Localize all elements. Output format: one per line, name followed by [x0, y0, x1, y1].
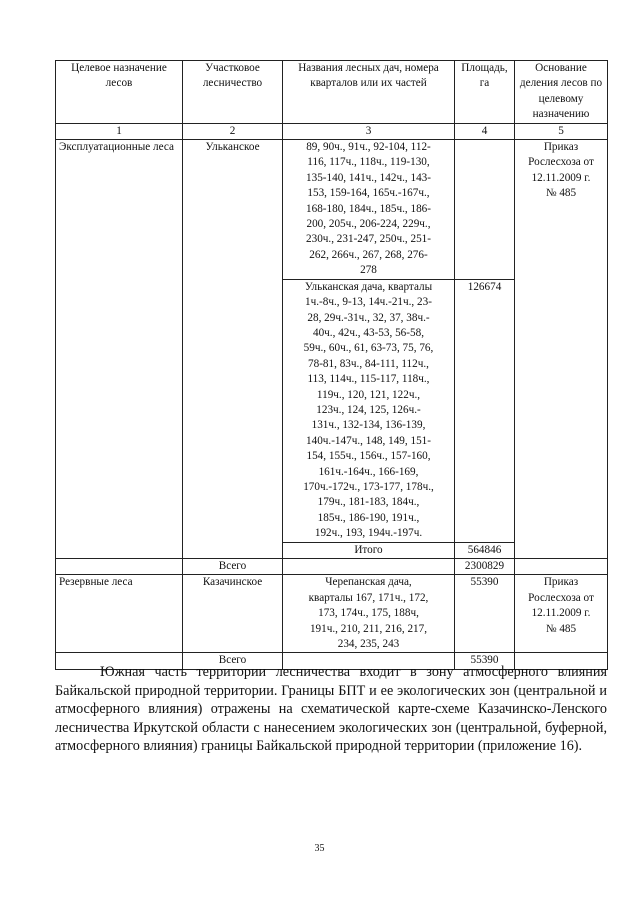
- exploit-total-empty: [56, 559, 183, 575]
- exploit-area-cell-empty: [455, 140, 515, 280]
- exploit-itogo-value: 564846: [455, 542, 515, 558]
- header-purpose: Целевое назначение лесов: [56, 61, 183, 124]
- forest-purpose-table: [55, 60, 608, 670]
- exploit-basis-cell: Приказ Рослесхоза от 12.11.2009 г. № 485: [515, 140, 608, 559]
- column-number: 5: [515, 123, 608, 139]
- column-number: 3: [283, 123, 455, 139]
- reserve-total-value: 55390: [455, 653, 515, 669]
- header-quarters: Названия лесных дач, номера кварталов или их частей: [283, 61, 455, 124]
- column-number: 1: [56, 123, 183, 139]
- column-number: 2: [183, 123, 283, 139]
- exploit-total-empty-basis: [515, 559, 608, 575]
- exploit-purpose-cell: Эксплуатационные леса: [56, 140, 183, 559]
- reserve-purpose-cell: Резервные леса: [56, 575, 183, 653]
- page-number: 35: [314, 843, 325, 854]
- body-paragraph: Южная часть территории лесничества входит в зону атмосферного влияния Байкальской природной территории. Границы БПТ и ее экологических зон (центральной и атмосферного влияния) отражены на схематической карте-схеме Казачинско-Ленского лесничества Иркутской области с нанесением экологических зон (центральной, буферной, атмосферного влияния) границы Байкальской природной территории (приложение 16).: [55, 664, 607, 755]
- header-basis: Основание деления лесов по целевому назначению: [515, 61, 608, 124]
- header-forestry: Участковое лесничество: [183, 61, 283, 124]
- header-area: Площадь, га: [455, 61, 515, 124]
- exploit-total-empty-quarters: [283, 559, 455, 575]
- exploit-forestry-cell: Ульканское: [183, 140, 283, 559]
- exploit-quarters-cell: 89, 90ч., 91ч., 92-104, 112- 116, 117ч., 118ч., 119-130, 135-140, 141ч., 142ч., 143- 153, 159-164, 165ч.-167ч., 168-180, 184ч., 185ч., 186- 200, 205ч., 206-224, 229ч., 230ч., 231-247, 250ч., 251- 262, 266ч., 267, 268, 276- 278: [283, 140, 455, 280]
- exploit-itogo-label: Итого: [283, 542, 455, 558]
- column-number: 4: [455, 123, 515, 139]
- reserve-total-label: Всего: [183, 653, 283, 669]
- reserve-basis-cell: Приказ Рослесхоза от 12.11.2009 г. № 485: [515, 575, 608, 653]
- reserve-area-cell: 55390: [455, 575, 515, 653]
- reserve-forestry-cell: Казачинское: [183, 575, 283, 653]
- exploit-total-label: Всего: [183, 559, 283, 575]
- ulkan-dacha-area-cell: 126674: [455, 279, 515, 542]
- ulkan-dacha-quarters-cell: Ульканская дача, кварталы 1ч.-8ч., 9-13, 14ч.-21ч., 23- 28, 29ч.-31ч., 32, 37, 38ч.- 40ч., 42ч., 43-53, 56-58, 59ч., 60ч., 61, 63-73, 75, 76, 78-81, 83ч., 84-111, 112ч., 113, 114ч., 115-117, 118ч., 119ч., 120, 121, 122ч., 123ч., 124, 125, 126ч.- 131ч., 132-134, 136-139, 140ч.-147ч., 148, 149, 151- 154, 155ч., 156ч., 157-160, 161ч.-164ч., 166-169, 170ч.-172ч., 173-177, 178ч., 179ч., 181-183, 184ч., 185ч., 186-190, 191ч., 192ч., 193, 194ч.-197ч.: [283, 279, 455, 542]
- exploit-total-value: 2300829: [455, 559, 515, 575]
- reserve-quarters-cell: Черепанская дача, кварталы 167, 171ч., 172, 173, 174ч., 175, 188ч, 191ч., 210, 211, 216, 217, 234, 235, 243: [283, 575, 455, 653]
